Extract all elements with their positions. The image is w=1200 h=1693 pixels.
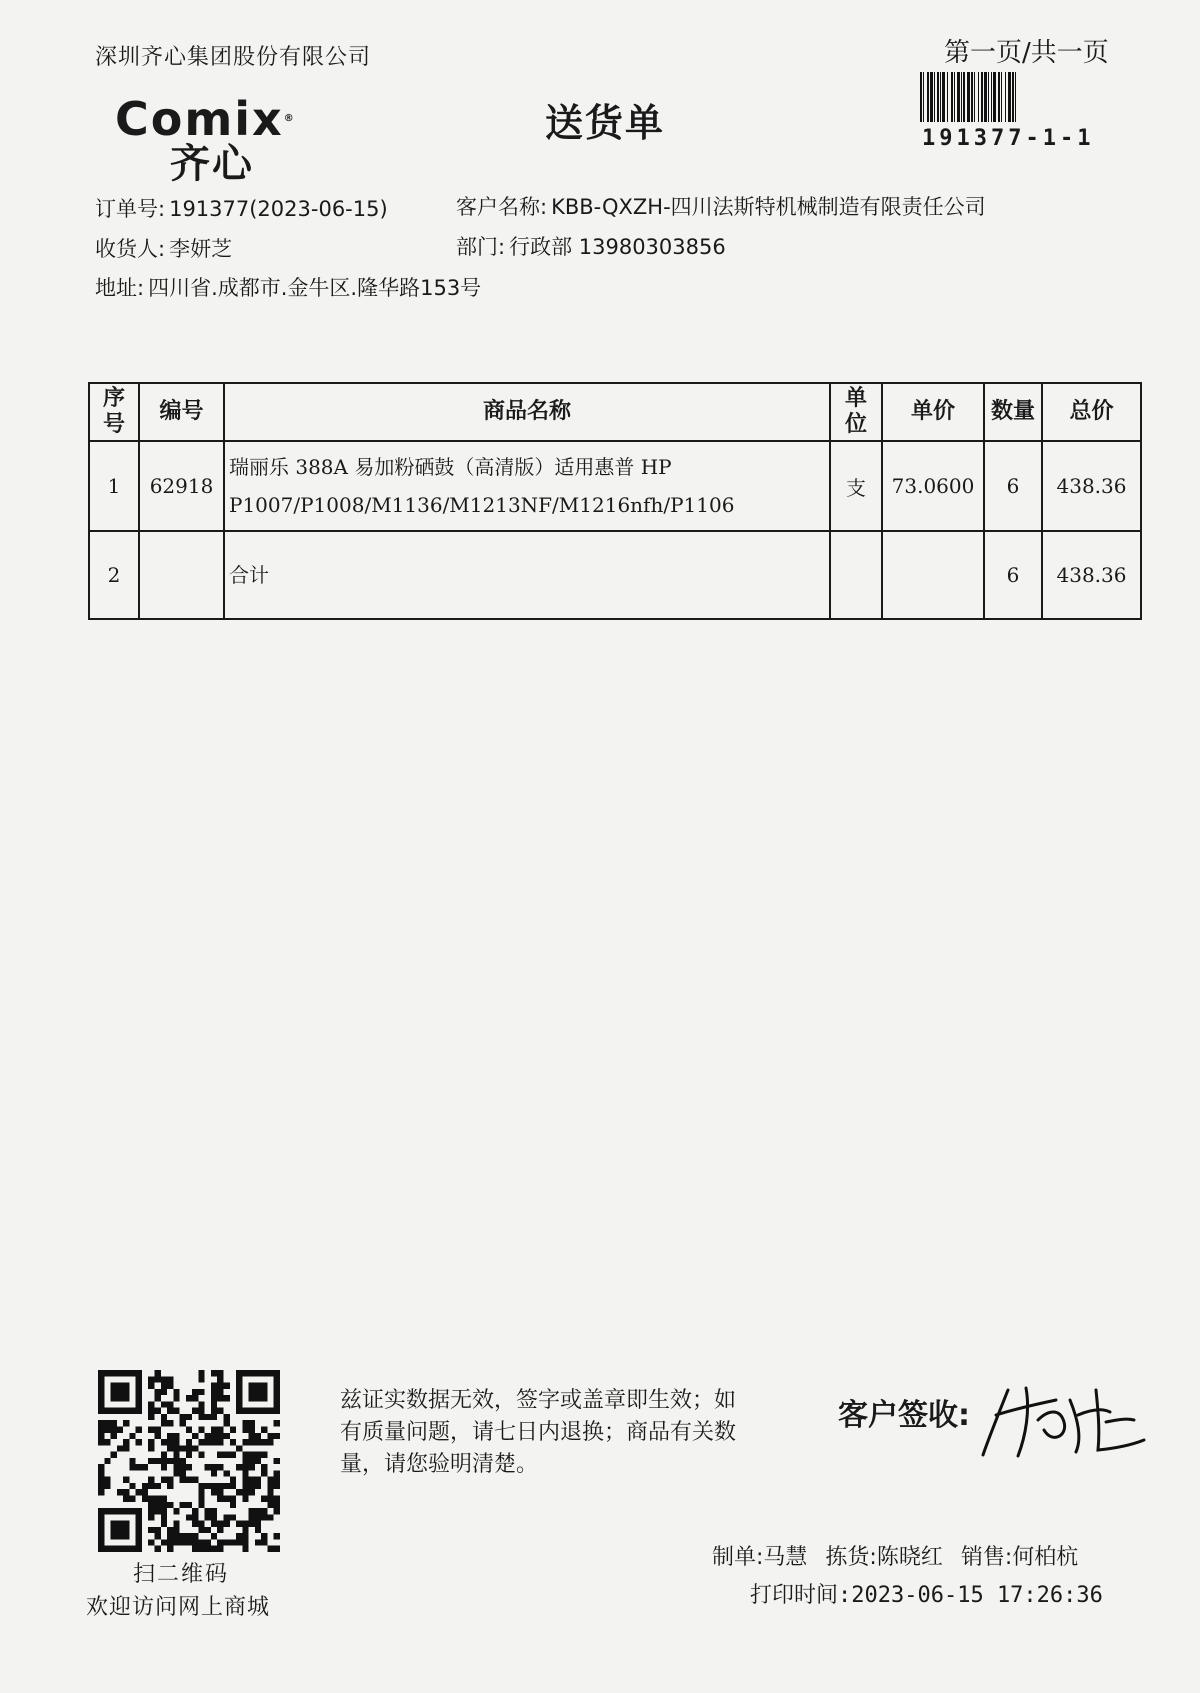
name-line1: 瑞丽乐 388A 易加粉硒鼓（高清版）适用惠普 HP [229, 455, 672, 479]
col-code: 编号 [139, 383, 224, 441]
table-row [89, 531, 1141, 619]
signature-icon [978, 1360, 1148, 1470]
col-seq: 序号 [89, 383, 139, 441]
disclaimer-text: 兹证实数据无效，签字或盖章即生效；如有质量问题，请七日内退换；商品有关数量，请您验明清楚。 [340, 1388, 737, 1477]
cell-price: 73.0600 [882, 441, 984, 531]
company-name: 深圳齐心集团股份有限公司 [95, 45, 372, 70]
cell-seq: 1 [89, 441, 139, 531]
cell-price [882, 531, 984, 619]
customer-name: 客户名称: KBB-QXZH-四川法斯特机械制造有限责任公司 [456, 195, 986, 219]
col-unit: 单位 [830, 383, 882, 441]
qr-caption-scan: 扫二维码 [133, 1562, 230, 1587]
department: 部门: 行政部 13980303856 [456, 235, 726, 259]
comix-logo [115, 92, 345, 187]
page-info: 第一页/共一页 [944, 38, 1109, 68]
cell-name [224, 441, 830, 531]
logo-cn: 齐心 [170, 141, 254, 187]
cell-unit: 支 [830, 441, 882, 531]
col-name: 商品名称 [224, 383, 830, 441]
document-title: 送货单 [545, 101, 666, 145]
cell-qty: 6 [984, 441, 1042, 531]
qr-caption-mall: 欢迎访问网上商城 [86, 1595, 271, 1620]
col-qty: 数量 [984, 383, 1042, 441]
picker: 拣货:陈晓红 [825, 1545, 943, 1570]
order-number: 订单号: 191377(2023-06-15) [95, 197, 388, 221]
col-price: 单价 [882, 383, 984, 441]
cell-seq: 2 [89, 531, 139, 619]
items-table [88, 382, 1142, 620]
qr-code-icon [98, 1370, 280, 1552]
staff-info [712, 1540, 1096, 1571]
barcode-icon [920, 72, 1130, 122]
print-time: 打印时间:2023-06-15 17:26:36 [750, 1583, 1103, 1608]
receiver: 收货人: 李妍芝 [95, 237, 233, 261]
cell-total: 438.36 [1042, 531, 1141, 619]
col-total: 总价 [1042, 383, 1141, 441]
maker: 制单:马慧 [712, 1545, 808, 1570]
name-line2: P1007/P1008/M1136/M1213NF/M1216nfh/P1106 [229, 493, 735, 517]
table-row [89, 441, 1141, 531]
cell-name: 合计 [224, 531, 830, 619]
barcode-number: 191377-1-1 [922, 126, 1095, 151]
customer-sign-label: 客户签收: [838, 1398, 970, 1433]
cell-qty: 6 [984, 531, 1042, 619]
address: 地址: 四川省.成都市.金牛区.隆华路153号 [95, 276, 482, 300]
cell-unit [830, 531, 882, 619]
cell-total: 438.36 [1042, 441, 1141, 531]
cell-code [139, 531, 224, 619]
logo-en: Comix® [115, 92, 296, 146]
sales: 销售:何柏杭 [960, 1545, 1079, 1570]
table-header-row [89, 383, 1141, 441]
cell-code: 62918 [139, 441, 224, 531]
